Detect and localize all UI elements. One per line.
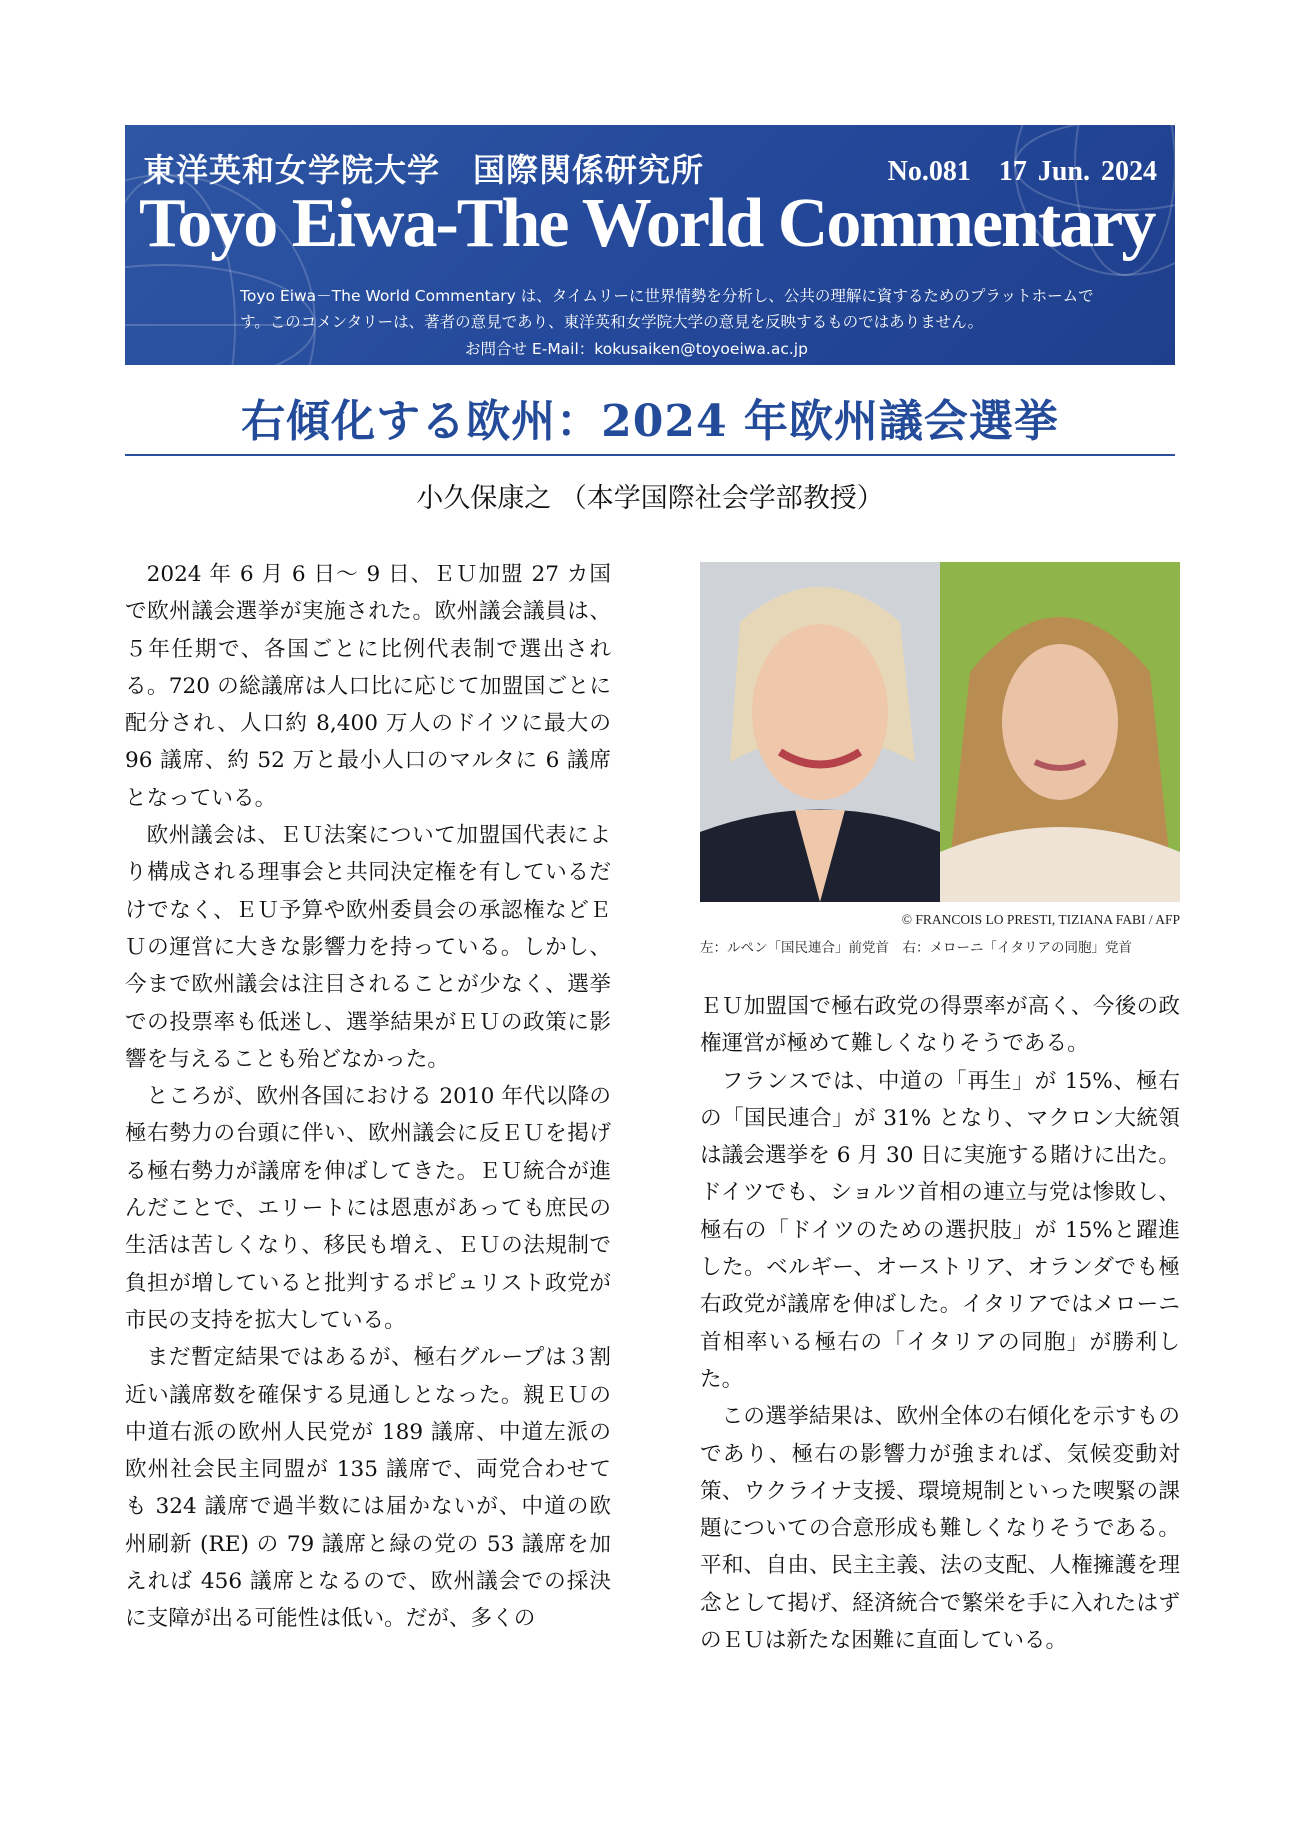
institute-name: 東洋英和女学院大学 国際関係研究所 xyxy=(143,151,705,189)
issue-number-date: No.081 17 Jun. 2024 xyxy=(887,156,1157,187)
paragraph: 2024 年 6 月 6 日～ 9 日、ＥＵ加盟 27 カ国で欧州議会選挙が実施された。欧州議会議員は、５年任期で、各国ごとに比例代表制で選出される。720 の総議席は人口比に応じて加盟国ごとに配分され、人口約 8,400 万人のドイツに最大の 96 議席、約 52 万と最小人口のマルタに 6 議席となっている。 xyxy=(125,562,611,811)
photo-credit: © FRANCOIS LO PRESTI, TIZIANA FABI / AFP xyxy=(901,912,1180,927)
publication-title: Toyo Eiwa-The World Commentary xyxy=(139,185,1155,262)
photo-meloni xyxy=(940,562,1180,902)
author-line: 小久保康之 （本学国際社会学部教授） xyxy=(416,483,884,514)
paragraph: まだ暫定結果ではあるが、極右グループは３割近い議席数を確保する見通しとなった。親ＥＵの中道右派の欧州人民党が 189 議席、中道左派の欧州社会民主同盟が 135 議席で、両党合わせても 324 議席で過半数には届かないが、中道の欧州刷新 (RE) の 79 議席と緑の党の 53 議席を加えれば 456 議席となるので、欧州議会での採決に支障が出る可能性は低い。だが、多くの xyxy=(125,1345,611,1632)
paragraph: 欧州議会は、ＥＵ法案について加盟国代表により構成される理事会と共同決定権を有しているだけでなく、ＥＵ予算や欧州委員会の承認権などＥＵの運営に大きな影響力を持っている。しかし、今まで欧州議会は注目されることが少なく、選挙での投票率も低迷し、選挙結果がＥＵの政策に影響を与えることも殆どなかった。 xyxy=(125,823,611,1072)
title-divider xyxy=(125,454,1175,456)
photo-caption: 左：ルペン「国民連合」前党首 右：メローニ「イタリアの同胞」党首 xyxy=(700,940,1132,956)
paragraph-continued: ＥＵ加盟国で極右政党の得票率が高く、今後の政権運営が極めて難しくなりそうである。 xyxy=(700,994,1180,1057)
paragraph: フランスでは、中道の「再生」が 15%、極右の「国民連合」が 31% となり、マクロン大統領は議会選挙を 6 月 30 日に実施する賭けに出た。ドイツでも、ショルツ首相の連立与党は惨敗し、極右の「ドイツのための選択肢」が 15%と躍進した。ベルギー、オーストリア、オランダでも極右政党が議席を伸ばした。イタリアではメローニ首相率いる極右の「イタリアの同胞」が勝利した。 xyxy=(700,1068,1180,1392)
paragraph: この選挙結果は、欧州全体の右傾化を示すものであり、極右の影響力が強まれば、気候変動対策、ウクライナ支援、環境規制といった喫緊の課題についての合意形成も難しくなりそうである。平和、自由、民主主義、法の支配、人権擁護を理念として掲げ、経済統合で繁栄を手に入れたはずのＥＵは新たな困難に直面している。 xyxy=(700,1404,1180,1654)
politicians-photo xyxy=(700,562,1180,902)
publication-description: Toyo Eiwa－The World Commentary は、タイムリーに世界情勢を分析し、公共の理解に資するためのプラットホームです。このコメンタリーは、著者の意見であり、東洋英和女学院大学の意見を反映するものではありません。 xyxy=(240,287,1094,331)
body-right-column xyxy=(700,988,1180,1659)
contact-email: お問合せ E-Mail：kokusaiken@toyoeiwa.ac.jp xyxy=(465,340,808,358)
body-left-column xyxy=(125,556,611,1638)
article-title: 右傾化する欧州：2024 年欧州議会選挙 xyxy=(241,396,1059,447)
header-banner xyxy=(125,125,1175,365)
paragraph: ところが、欧州各国における 2010 年代以降の極右勢力の台頭に伴い、欧州議会に反ＥＵを掲げる極右勢力が議席を伸ばしてきた。ＥＵ統合が進んだことで、エリートには恩恵があっても庶民の生活は苦しくなり、移民も増え、ＥＵの法規制で負担が増していると批判するポピュリスト政党が市民の支持を拡大している。 xyxy=(125,1084,611,1333)
photo-le-pen xyxy=(700,562,940,902)
